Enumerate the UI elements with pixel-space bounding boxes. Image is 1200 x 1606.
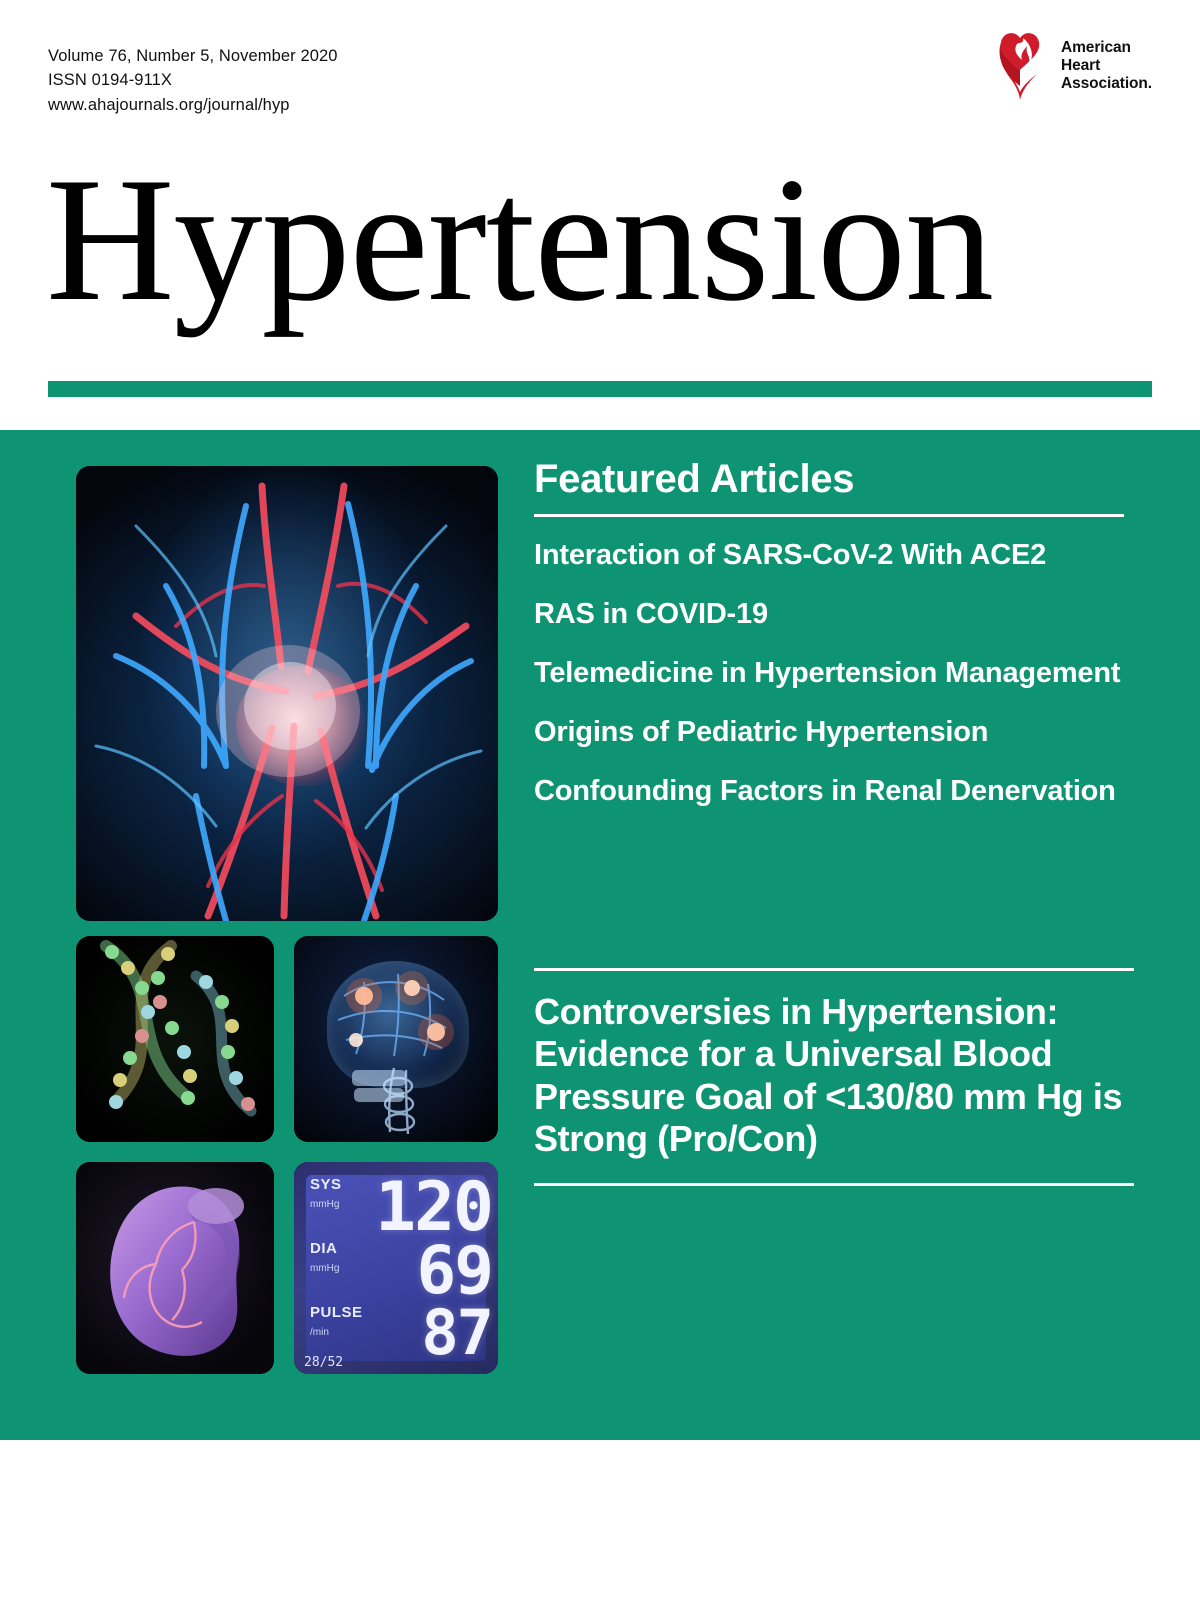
cover-masthead: [0, 0, 1200, 430]
featured-article-item: Confounding Factors in Renal Denervation: [534, 775, 1116, 808]
aha-logo-line-1: American: [1061, 38, 1131, 56]
bp-sys-value: 120: [375, 1168, 492, 1247]
journal-title: Hypertension: [46, 140, 994, 338]
bp-footer-value: 28/52: [304, 1355, 344, 1370]
cover-image-kidney: [76, 1162, 274, 1374]
featured-article-item: Telemedicine in Hypertension Management: [534, 657, 1121, 690]
controversies-top-rule: [534, 968, 1134, 971]
bp-sys-unit: mmHg: [310, 1199, 340, 1210]
cover-image-brain: [294, 936, 498, 1142]
bp-pulse-label: PULSE: [310, 1304, 363, 1321]
issue-information: [48, 44, 338, 117]
bp-dia-label: DIA: [310, 1240, 338, 1257]
aha-logo-line-2: Heart: [1061, 56, 1101, 74]
american-heart-association-logo: [989, 30, 1152, 102]
issue-volume-line: Volume 76, Number 5, November 2020: [48, 47, 338, 65]
bp-dia-unit: mmHg: [310, 1263, 340, 1274]
featured-divider-rule: [534, 514, 1124, 517]
featured-article-item: Interaction of SARS-CoV-2 With ACE2: [534, 539, 1047, 571]
bp-sys-label: SYS: [310, 1176, 342, 1193]
bp-pulse-value: 87: [421, 1296, 492, 1369]
issue-issn-line: ISSN 0194-911X: [48, 71, 173, 90]
bp-dia-value: 69: [416, 1232, 492, 1309]
aha-logo-line-3: Association.: [1061, 75, 1152, 93]
controversies-bottom-rule: [534, 1183, 1134, 1186]
featured-articles-section: [534, 458, 1124, 834]
featured-article-item: Origins of Pediatric Hypertension: [534, 716, 989, 749]
cover-image-dna: [76, 936, 274, 1142]
controversies-section: [534, 968, 1134, 1186]
cover-image-bp-monitor: [294, 1162, 498, 1374]
aha-heart-torch-icon: [989, 30, 1051, 102]
aha-logo-text: [1061, 39, 1152, 94]
controversies-title: Controversies in Hypertension: Evidence for a Universal Blood Pressure Goal of <130/80 mm Hg is Strong (Pro/Con): [534, 991, 1123, 1160]
title-divider-rule: [48, 381, 1152, 397]
cover-image-heart-vasculature: [76, 466, 498, 921]
featured-article-item: RAS in COVID-19: [534, 598, 768, 631]
featured-articles-heading: Featured Articles: [534, 457, 855, 501]
issue-url-line: www.ahajournals.org/journal/hyp: [48, 95, 290, 114]
bp-pulse-unit: /min: [310, 1327, 329, 1338]
